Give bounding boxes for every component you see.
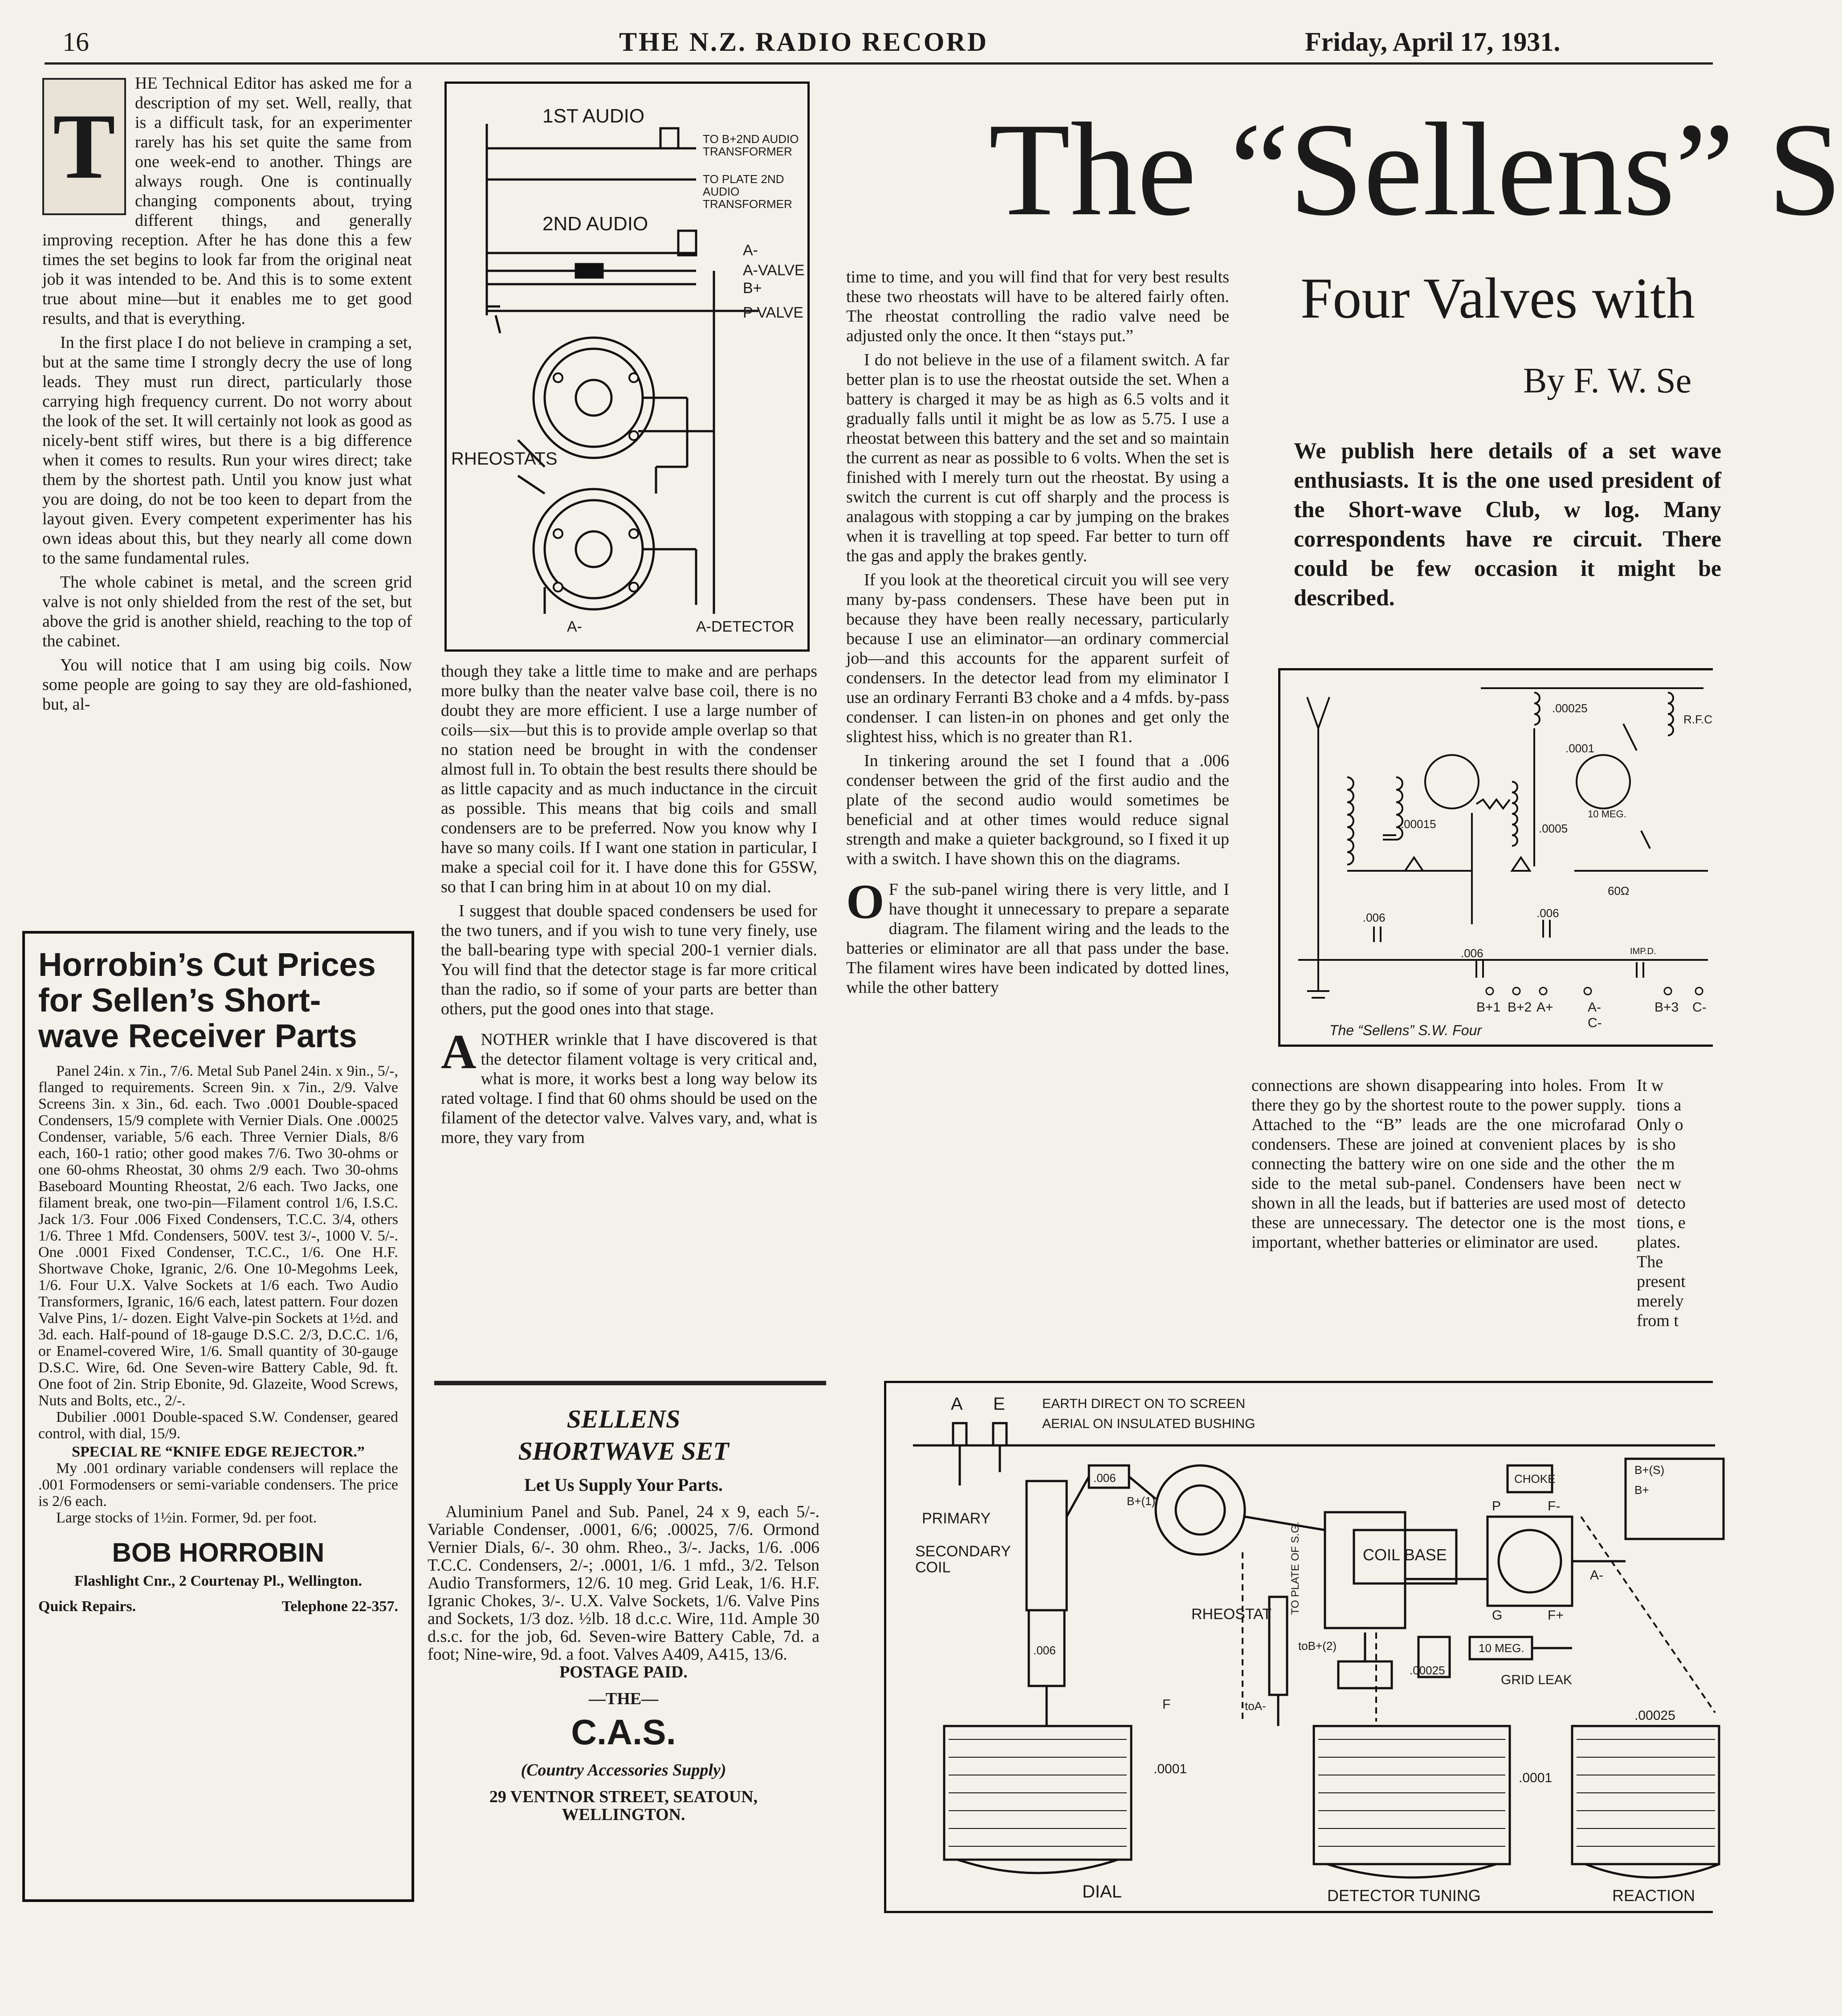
column-line: tions a: [1637, 1096, 1682, 1114]
p-valve-label: P VALVE: [743, 304, 804, 321]
paragraph: [846, 874, 1229, 997]
circuit-drawing: [1280, 670, 1715, 1049]
a-minus-bottom-label: A-: [567, 618, 582, 635]
circuit-value-label: .006: [1536, 906, 1559, 920]
detector-tuning-label: DETECTOR TUNING: [1327, 1886, 1481, 1905]
to-plate-sg-label: TO PLATE OF S.G.: [1289, 1522, 1301, 1615]
page-number: 16: [62, 27, 89, 57]
ad-separator-rule: [434, 1381, 826, 1385]
cas-full-name: (Country Accessories Supply): [521, 1761, 726, 1779]
dial-label: DIAL: [1082, 1882, 1122, 1902]
ad-special-heading: SPECIAL RE “KNIFE EDGE REJECTOR.”: [72, 1444, 365, 1460]
column-line: It w: [1637, 1076, 1664, 1095]
paragraph-initial: O: [846, 874, 884, 929]
terminal-label: B+3: [1655, 1000, 1679, 1015]
earth-terminal-label: E: [993, 1394, 1005, 1414]
ten-meg-label: 10 MEG.: [1479, 1641, 1524, 1655]
layout-value-label: .006: [1033, 1644, 1056, 1657]
to-plate-label: TO PLATE 2ND AUDIO TRANSFORMER: [703, 172, 792, 211]
ad-contact: [38, 1598, 398, 1615]
paragraph: In the first place I do not believe in cramping a set, but at the same time I strongly decry the use of long leads. They must run direct, particularly those carrying high frequency current. Do not worry about the look of the set. It will certainly not look as good as nicely-bent stiff wires, but there is a big difference when it comes to results. Run your wires direct; take them by the shortest path. Until you know just what you are doing, do not be too keen to depart from the layout given. Every competent experimenter has his own ideas about this, but they nearly all come down to the same fundamental rules.: [42, 333, 412, 567]
paragraph: HE Technical Editor has asked me for a description of my set. Well, really, that is a difficult task, for an experimenter rarely has his set quite the same from one week-end to another. Things are always rough. One is continually changing components about, trying different things, and generally improving reception. After he has done this a few times the set begins to look far from the original neat job it was intended to be. And this is to some extent true about mine—but it enables me to get good results, and that is everything.: [42, 74, 412, 328]
paragraph: I do not believe in the use of a filament switch. A far better plan is to use the rheostat outside the set. When a battery is charged it may be as high as 6.5 volts and it gradually falls until it might be as low as 5.75. I use a rheostat between this battery and the set and so maintain the current as near as possible to 6 volts. When the set is finished with I merely turn out the rheostat. By using a switch the current is cut off sharply and the process is analagous with stopping a car by jumping on the brakes when it is travelling at top speed. Far better to turn off the gas and apply the brakes gently.: [846, 351, 1229, 565]
column-line: plates.: [1637, 1233, 1681, 1252]
running-head: [62, 22, 1710, 62]
cas-tagline: Let Us Supply Your Parts.: [524, 1475, 723, 1495]
column-line: detecto: [1637, 1194, 1686, 1212]
article-column-1: [42, 73, 412, 718]
paragraph: [441, 1024, 817, 1147]
audio-wiring-drawing: [447, 84, 807, 649]
b-plus-label: B+: [1634, 1483, 1649, 1497]
paragraph-text: F the sub-panel wiring there is very little, and I have thought it unnecessary to prepare a separate diagram. The filament wiring and the leads to the batteries or eliminator are all that pass under the base. The filament wires have been indicated by dotted lines, while the other battery: [846, 880, 1229, 997]
ad-address: Flashlight Cnr., 2 Courtenay Pl., Wellington.: [74, 1573, 363, 1589]
layout-value-label: .0001: [1153, 1762, 1187, 1776]
ad-repairs: Quick Repairs.: [38, 1598, 136, 1615]
terminal-label: C-: [1692, 1000, 1707, 1015]
paragraph: though they take a little time to make and are perhaps more bulky than the neater valve base coil, there is no doubt they are more efficient. I use a large number of coils—six—but this is to provide ample overlap so that no station need be brought in with the condenser almost full in. To obtain the best results there should be as little capacity and as much inductance in the circuit as possible. This means that big coils and small condensers are to be preferred. Now you know why I have so many coils. If I want one station in particular, I make a special coil for it. I have done this for G5SW, so that I can bring him in at about 10 on my dial.: [441, 662, 817, 896]
a-minus-label: A-: [1590, 1568, 1603, 1583]
ad-telephone: Telephone 22-357.: [281, 1598, 398, 1615]
terminal-label: C-: [1588, 1016, 1602, 1030]
grid-pin-label: G: [1492, 1608, 1503, 1623]
paragraph: In tinkering around the set I found that a .006 condenser between the grid of the first audio and the plate of the second audio would sometimes be beneficial and at other times would reduce signal strength and make a quieter background, so I fixed it up with a switch. I have shown this on the diagrams.: [846, 751, 1229, 868]
theoretical-circuit-diagram: [1278, 668, 1713, 1047]
a-valve-label: A-VALVE: [743, 262, 805, 279]
a-detector-label: A-DETECTOR: [696, 618, 795, 635]
terminal-label: A-: [1588, 1000, 1601, 1015]
b-plus-label: B+: [743, 280, 762, 297]
cas-address: 29 VENTNOR STREET, SEATOUN, WELLINGTON.: [489, 1787, 758, 1824]
to-a-label: toA-: [1245, 1699, 1266, 1713]
rheostat-label: RHEOSTAT: [1191, 1606, 1272, 1623]
ad-title: Horrobin’s Cut Prices for Sellen’s Short-wave Receiver Parts: [38, 946, 376, 1054]
cas-name: C.A.S.: [571, 1712, 676, 1752]
coil-base-label: COIL BASE: [1363, 1546, 1447, 1564]
rheostats-label: RHEOSTATS: [451, 449, 558, 469]
ad-former: Large stocks of 1½in. Former, 9d. per foot.: [56, 1510, 317, 1526]
ad-dubilier: Dubilier .0001 Double-spaced S.W. Condenser, geared control, with dial, 15/9.: [38, 1409, 398, 1442]
circuit-value-label: .0001: [1565, 742, 1595, 755]
column-line: nect w: [1637, 1174, 1682, 1193]
ad-price-list: Panel 24in. x 7in., 7/6. Metal Sub Panel 24in. x 9in., 5/-, flanged to requirements. Screen 9in. x 7in., 2/9. Valve Screens 3in. x 3in., 6d. each. Two .0001 Double-spaced Condensers, 15/9 complete with Vernier Dials. One .00025 Condenser, variable, 5/6 each. Three Vernier Dials, 8/6 each, 160-1 ratio; other good makes 7/6. Two 30-ohms or one 60-ohms Rheostat, 30 ohms 2/9 each. Two 30-ohms Baseboard Mounting Rheostat, 2/6 each. Two Jacks, one filament break, one two-pin—Filament control 1/6, I.S.C. Jack 1/3. Four .006 Fixed Condensers, T.C.C. 3/4, others 1/6. Three 1 Mfd. Condensers, 500V. test 3/-, 1000 V. 5/-. One .0001 Fixed Condenser, T.C.C., 1/6. One H.F. Shortwave Choke, Igranic, 2/6. One 10-Megohms Leek, 1/6. Four U.X. Valve Sockets at 1/6 each. Two Audio Transformers, Igranic, 16/6 each, latest pattern. Four dozen Valve Pins, 1/- dozen. Eight Valve-pin Sockets at 1½d. and 3d. each. Half-pound of 18-gauge D.S.C. 2/3, D.C.C. 1/6, or Enamel-covered Wire, 1/6. Small quantity of 30-gauge D.S.C. Wire, 6d. One Seven-wire Battery Cable, 9d. ft. One foot of 2in. Strip Ebonite, 9d. Glazeite, Wood Screws, Nuts and Bolts, etc., 2/-.: [38, 1063, 398, 1409]
cas-advertisement: [428, 1403, 819, 1824]
paragraph-initial: A: [441, 1024, 477, 1079]
column-line: merely: [1637, 1292, 1684, 1310]
circuit-value-label: .0005: [1539, 822, 1568, 835]
column-line: tions, e: [1637, 1213, 1686, 1232]
header-rule: [45, 62, 1713, 65]
audio-wiring-diagram: [444, 82, 810, 652]
layout-value-label: .00025: [1410, 1664, 1445, 1677]
circuit-value-label: .006: [1363, 911, 1386, 924]
circuit-value-label: 60Ω: [1608, 884, 1630, 898]
layout-wiring-diagram: [884, 1381, 1713, 1913]
circuit-value-label: .00025: [1552, 702, 1588, 715]
cas-title: SELLENS SHORTWAVE SET: [518, 1404, 729, 1465]
aerial-terminal-label: A: [951, 1394, 963, 1414]
paragraph: You will notice that I am using big coils. Now some people are going to say they are old-fashioned, but, al-: [42, 656, 412, 714]
filament-label: F: [1162, 1697, 1171, 1712]
circuit-caption: The “Sellens” S.W. Four: [1329, 1022, 1482, 1038]
article-subheading: Four Valves with: [1300, 266, 1695, 331]
b1-label: B+(1): [1127, 1494, 1156, 1508]
circuit-value-label: .00015: [1401, 817, 1436, 831]
paragraph: time to time, and you will find that for very best results these two rheostats will have to be altered fairly often. The rheostat controlling the radio valve need be adjusted only the once. It then “stays put.”: [846, 268, 1229, 345]
article-column-3: [846, 267, 1229, 1002]
b-s-label: B+(S): [1634, 1463, 1665, 1477]
article-column-4: [1251, 1076, 1626, 1257]
to-b2-label: TO B+2ND AUDIO TRANSFORMER: [703, 132, 799, 158]
horrobin-advertisement: [22, 931, 414, 1902]
article-byline: By F. W. Se: [1523, 361, 1692, 400]
circuit-value-label: R.F.C: [1683, 713, 1712, 726]
article-column-5: [1637, 1076, 1713, 1330]
filament-minus-label: F-: [1548, 1499, 1561, 1514]
terminal-label: B+2: [1508, 1000, 1532, 1015]
plate-pin-label: P: [1492, 1499, 1501, 1514]
paragraph: The whole cabinet is metal, and the screen grid valve is not only shielded from the rest of the set, but above the grid is another shield, reaching to the top of the cabinet.: [42, 573, 412, 650]
publication-title: THE N.Z. RADIO RECORD: [619, 27, 989, 57]
ad-body: [38, 1063, 398, 1615]
article-headline: The “Sellens” S: [989, 95, 1842, 243]
column-line: Only o: [1637, 1115, 1683, 1134]
aerial-note: AERIAL ON INSULATED BUSHING: [1042, 1416, 1255, 1431]
column-line: The: [1637, 1253, 1663, 1271]
b2-label: toB+(2): [1298, 1639, 1337, 1653]
a-minus-label: A-: [743, 242, 758, 259]
layout-value-label: .00025: [1634, 1708, 1675, 1723]
first-audio-label: 1ST AUDIO: [542, 105, 645, 127]
circuit-value-label: 10 MEG.: [1588, 808, 1626, 820]
paragraph: I suggest that double spaced condensers be used for the two tuners, and if you wish to tune very finely, use the ball-bearing type with special 200-1 vernier dials. You will find that the detector stage is far more critical than the radio, so if some of your parts are better than others, put the good ones into that stage.: [441, 902, 817, 1018]
drop-cap: T: [42, 78, 126, 215]
ad-special-body: My .001 ordinary variable condensers will replace the .001 Formodensers or semi-variable condensers. The price is 2/6 each.: [38, 1460, 398, 1510]
article-intro: We publish here details of a set wave enthusiasts. It is the one used president of the Short-wave Club, w log. Many correspondents have re circuit. There could be few occasion it might be described.: [1294, 438, 1721, 611]
terminal-label: A+: [1536, 1000, 1553, 1015]
secondary-coil-label: SECONDARY COIL: [915, 1543, 1011, 1576]
column-line: is sho: [1637, 1135, 1676, 1154]
column-line: present: [1637, 1272, 1686, 1291]
ad-shop-name: BOB HORROBIN: [112, 1538, 325, 1567]
issue-date: Friday, April 17, 1931.: [1305, 27, 1561, 57]
cas-the: —THE—: [588, 1690, 659, 1708]
paragraph: connections are shown disappearing into holes. From there they go by the shortest route to the power supply. Attached to the “B” leads are the one microfarad condensers. These are joined at convenient places by connecting the battery wire on one side and the other side to the metal sub-panel. Condensers have been shown in all the leads, but if batteries are used most of these are unnecessary. The detector one is the most important, whether batteries or eliminator are used.: [1251, 1076, 1626, 1252]
article-column-2: [441, 661, 817, 1152]
grid-leak-label: GRID LEAK: [1501, 1673, 1573, 1687]
cas-price-list: Aluminium Panel and Sub. Panel, 24 x 9, each 5/-. Variable Condenser, .0001, 6/6; .00025, 7/6. Ormond Vernier Dials, 6/-. 30 ohm. Rheo., 3/-. Jacks, 1/6. .006 T.C.C. Condensers, 2/-; .0001, 1/6. 1 mfd., 3/2. Telson Audio Transformers, 12/6. 10 meg. Grid Leak, 1/6. H.F. Igranic Chokes, 3/-. U.X. Valve Sockets, 1/6. Valve Pins and Sockets, 1/3 doz. ½lb. 18 d.c.c. Wire, 11d. Ample 30 d.s.c. for the job, 6d. Seven-wire Battery Cable, 7d. a foot; Nine-wire, 9d. a foot. Valves A409, A415, 13/6.: [428, 1502, 819, 1664]
earth-note: EARTH DIRECT ON TO SCREEN: [1042, 1396, 1246, 1411]
primary-label: PRIMARY: [922, 1510, 991, 1527]
paragraph: If you look at the theoretical circuit you will see very many by-pass condensers. These have been put in because they have been really necessary, particularly because I use an eliminator—an ordinary commercial job—and this accounts for the apparent surfeit of condensers. In the detector lead from my eliminator I use an ordinary Ferranti B3 choke and a 4 mfds. by-pass condenser. I can listen-in on phones and get only the slightest hiss, which is no greater than R1.: [846, 571, 1229, 746]
choke-label: CHOKE: [1514, 1472, 1556, 1485]
circuit-value-label: .006: [1461, 947, 1483, 960]
column-line: the m: [1637, 1155, 1675, 1173]
reaction-label: REACTION: [1612, 1886, 1695, 1905]
circuit-value-label: IMP.D.: [1630, 947, 1656, 956]
layout-value-label: .006: [1093, 1471, 1116, 1485]
filament-plus-label: F+: [1548, 1608, 1564, 1623]
column-line: from t: [1637, 1311, 1679, 1330]
cas-postage: POSTAGE PAID.: [559, 1663, 688, 1681]
terminal-label: B+1: [1476, 1000, 1501, 1015]
second-audio-label: 2ND AUDIO: [542, 213, 648, 235]
paragraph-text: NOTHER wrinkle that I have discovered is that the detector filament voltage is very critical and, what is more, it works best a long way below its rated voltage. I find that 60 ohms should be used on the filament of the detector valve. Valves vary, and, what is more, they vary from: [441, 1030, 817, 1147]
layout-value-label: .0001: [1519, 1771, 1553, 1785]
